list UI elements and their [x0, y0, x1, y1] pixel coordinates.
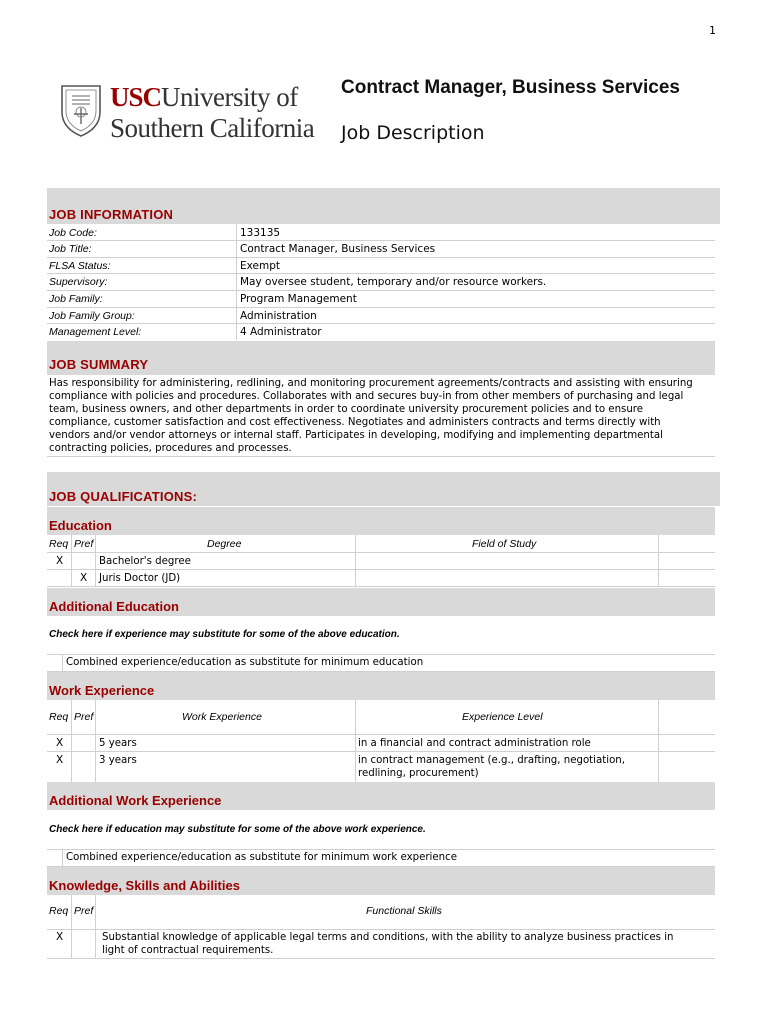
work-level-continued: redlining, procurement)	[358, 768, 479, 779]
job-summary-line: Has responsibility for administering, redlining, and monitoring procurement agreements/contracts and assisting with ensuring	[49, 378, 693, 389]
education-col-degree: Degree	[207, 538, 242, 550]
ksa-col-pref: Pref	[74, 905, 94, 917]
ksa-col-req: Req	[49, 905, 69, 917]
job-family-label: Job Family:	[49, 293, 103, 305]
work-level: in a financial and contract administration role	[358, 738, 591, 749]
flsa-status-value: Exempt	[240, 260, 280, 272]
job-summary-line: compliance, customer satisfaction and cost effectiveness. Negotiates and administers contracts and terms directly with	[49, 417, 661, 428]
ksa-col-skills: Functional Skills	[366, 905, 442, 917]
job-summary-line: team, business owners, and other departments in order to coordinate university procurement policies and to ensure	[49, 404, 644, 415]
work-req-mark: X	[56, 737, 64, 749]
education-col-req: Req	[49, 538, 69, 550]
work-years: 3 years	[99, 755, 137, 766]
job-family-group-label: Job Family Group:	[49, 310, 135, 322]
education-header-band	[47, 507, 715, 535]
document-title: Contract Manager, Business Services	[341, 77, 680, 98]
education-col-pref: Pref	[74, 538, 94, 550]
additional-education-item: Combined experience/education as substitute for minimum education	[66, 657, 424, 668]
flsa-status-label: FLSA Status:	[49, 260, 111, 272]
ksa-req-mark: X	[56, 931, 64, 943]
usc-seal-icon	[58, 82, 104, 138]
job-code-value: 133135	[240, 227, 281, 239]
education-degree: Juris Doctor (JD)	[99, 573, 181, 584]
additional-education-heading: Additional Education	[49, 599, 179, 614]
ksa-heading: Knowledge, Skills and Abilities	[49, 878, 240, 893]
wordmark	[110, 84, 314, 141]
wordmark-university-of: University of	[161, 82, 298, 112]
wordmark-southern-california: Southern California	[110, 113, 315, 143]
management-level-label: Management Level:	[49, 326, 142, 338]
job-summary-line: contracting policies, procedures and processes.	[49, 443, 292, 454]
additional-work-experience-note: Check here if education may substitute for some of the above work experience.	[49, 824, 426, 835]
management-level-value: 4 Administrator	[240, 326, 322, 338]
wordmark-usc: USC	[110, 82, 162, 112]
work-col-pref: Pref	[74, 711, 94, 723]
additional-work-experience-item: Combined experience/education as substitute for minimum work experience	[66, 852, 457, 863]
work-col-level: Experience Level	[462, 711, 543, 723]
education-heading: Education	[49, 518, 112, 533]
education-degree: Bachelor's degree	[99, 556, 191, 567]
job-family-value: Program Management	[240, 293, 357, 305]
additional-work-experience-heading: Additional Work Experience	[49, 793, 222, 808]
job-code-label: Job Code:	[49, 227, 97, 239]
work-col-req: Req	[49, 711, 69, 723]
education-pref-mark: X	[80, 572, 88, 584]
job-information-heading: JOB INFORMATION	[49, 207, 174, 222]
supervisory-label: Supervisory:	[49, 276, 108, 288]
job-title-value: Contract Manager, Business Services	[240, 243, 436, 255]
ksa-skill-line: light of contractual requirements.	[102, 945, 274, 956]
job-summary-heading: JOB SUMMARY	[49, 357, 149, 372]
education-req-mark: X	[56, 555, 64, 567]
work-req-mark: X	[56, 754, 64, 766]
document-subtitle: Job Description	[341, 122, 485, 144]
work-level: in contract management (e.g., drafting, negotiation,	[358, 755, 625, 766]
ksa-skill-line: Substantial knowledge of applicable legal terms and conditions, with the ability to analyze business practices in	[102, 932, 674, 943]
job-summary-line: vendors and/or vendor attorneys or internal staff. Participates in developing, modifying and implementing departmental	[49, 430, 663, 441]
job-title-label: Job Title:	[49, 243, 92, 255]
page-number: 1	[709, 24, 716, 37]
work-col-work: Work Experience	[182, 711, 262, 723]
usc-logo	[58, 82, 328, 143]
job-family-group-value: Administration	[240, 310, 317, 322]
supervisory-value: May oversee student, temporary and/or resource workers.	[240, 276, 547, 288]
job-qualifications-heading: JOB QUALIFICATIONS:	[49, 489, 197, 504]
additional-education-note: Check here if experience may substitute for some of the above education.	[49, 629, 400, 640]
job-summary-line: compliance with policies and procedures. Collaborates with and secures buy-in from other members of purchasing and legal	[49, 391, 684, 402]
education-col-field: Field of Study	[472, 538, 537, 550]
work-years: 5 years	[99, 738, 137, 749]
work-experience-heading: Work Experience	[49, 683, 155, 698]
